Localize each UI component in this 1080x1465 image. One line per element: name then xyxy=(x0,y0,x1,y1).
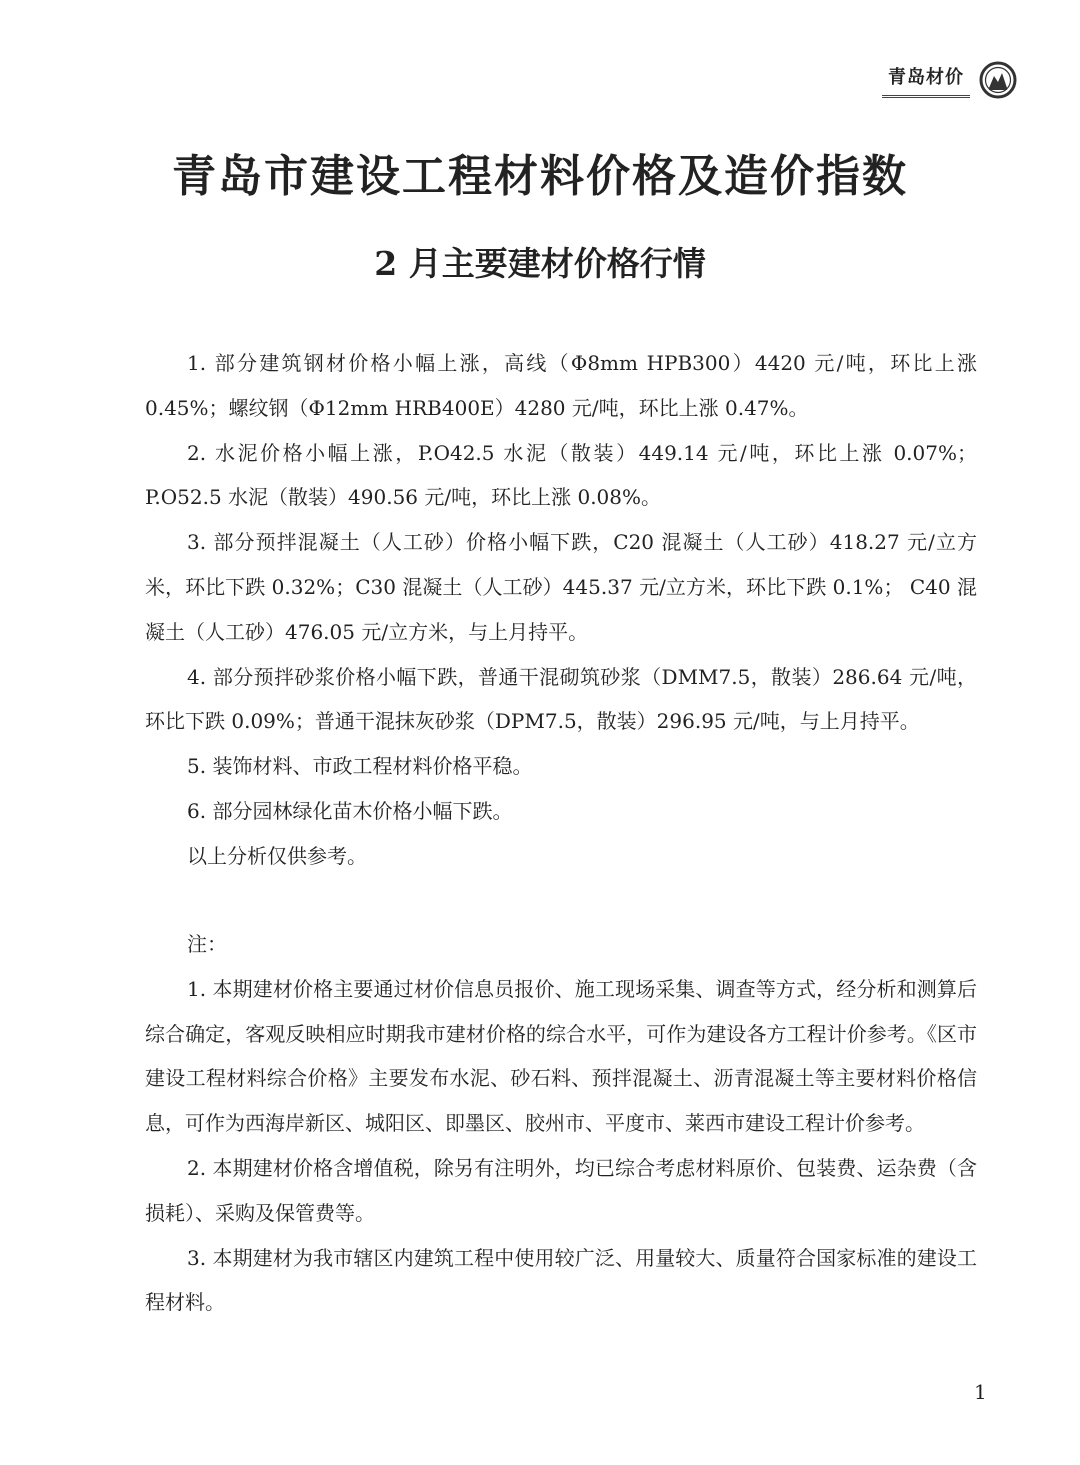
summary-paragraph: 6. 部分园林绿化苗木价格小幅下跌。 xyxy=(187,798,513,823)
page-subtitle: 2 月主要建材价格行情 xyxy=(374,244,706,283)
summary-paragraph: 3. 部分预拌混凝土（人工砂）价格小幅下跌，C20 混凝土（人工砂）418.27 元/立方米，环比下跌 0.32%；C30 混凝土（人工砂）445.37 元/立方米，环比下跌 0.1%； C40 混凝土（人工砂）476.05 元/立方米，与上月持平。 xyxy=(145,530,977,644)
note-item: 2. 本期建材价格含增值税，除另有注明外，均已综合考虑材料原价、包装费、运杂费（含损耗）、采购及保管费等。 xyxy=(145,1155,977,1225)
note-item: 1. 本期建材价格主要通过材价信息员报价、施工现场采集、调查等方式，经分析和测算后综合确定，客观反映相应时期我市建材价格的综合水平，可作为建设各方工程计价参考。《区市建设工程材料综合价格》主要发布水泥、砂石料、预拌混凝土、沥青混凝土等主要材料价格信息，可作为西海岸新区、城阳区、即墨区、胶州市、平度市、莱西市建设工程计价参考。 xyxy=(145,976,977,1136)
summary-paragraph: 1. 部分建筑钢材价格小幅上涨，高线（Φ8mm HPB300）4420 元/吨，环比上涨 0.45%；螺纹钢（Φ12mm HRB400E）4280 元/吨，环比上涨 0.47%。 xyxy=(145,351,977,420)
summary-paragraph: 5. 装饰材料、市政工程材料价格平稳。 xyxy=(187,754,533,779)
header-brand-text: 青岛材价 xyxy=(882,63,970,98)
market-summary xyxy=(145,341,977,879)
summary-paragraph: 2. 水泥价格小幅上涨，P.O42.5 水泥（散装）449.14 元/吨，环比上涨 0.07%；P.O52.5 水泥（散装）490.56 元/吨，环比上涨 0.08%。 xyxy=(145,440,977,510)
notes-label: 注： xyxy=(187,932,227,956)
running-header xyxy=(882,60,1018,100)
notes-section xyxy=(145,922,977,1325)
page-title: 青岛市建设工程材料价格及造价指数 xyxy=(172,151,908,202)
summary-disclaimer: 以上分析仅供参考。 xyxy=(187,843,367,868)
note-item: 3. 本期建材为我市辖区内建筑工程中使用较广泛、用量较大、质量符合国家标准的建设工程材料。 xyxy=(145,1245,977,1315)
publication-logo-icon xyxy=(978,60,1018,100)
page-number: 1 xyxy=(974,1380,987,1404)
summary-paragraph: 4. 部分预拌砂浆价格小幅下跌，普通干混砌筑砂浆（DMM7.5，散装）286.64 元/吨，环比下跌 0.09%；普通干混抹灰砂浆（DPM7.5，散装）296.95 元/吨，与上月持平。 xyxy=(145,664,977,734)
